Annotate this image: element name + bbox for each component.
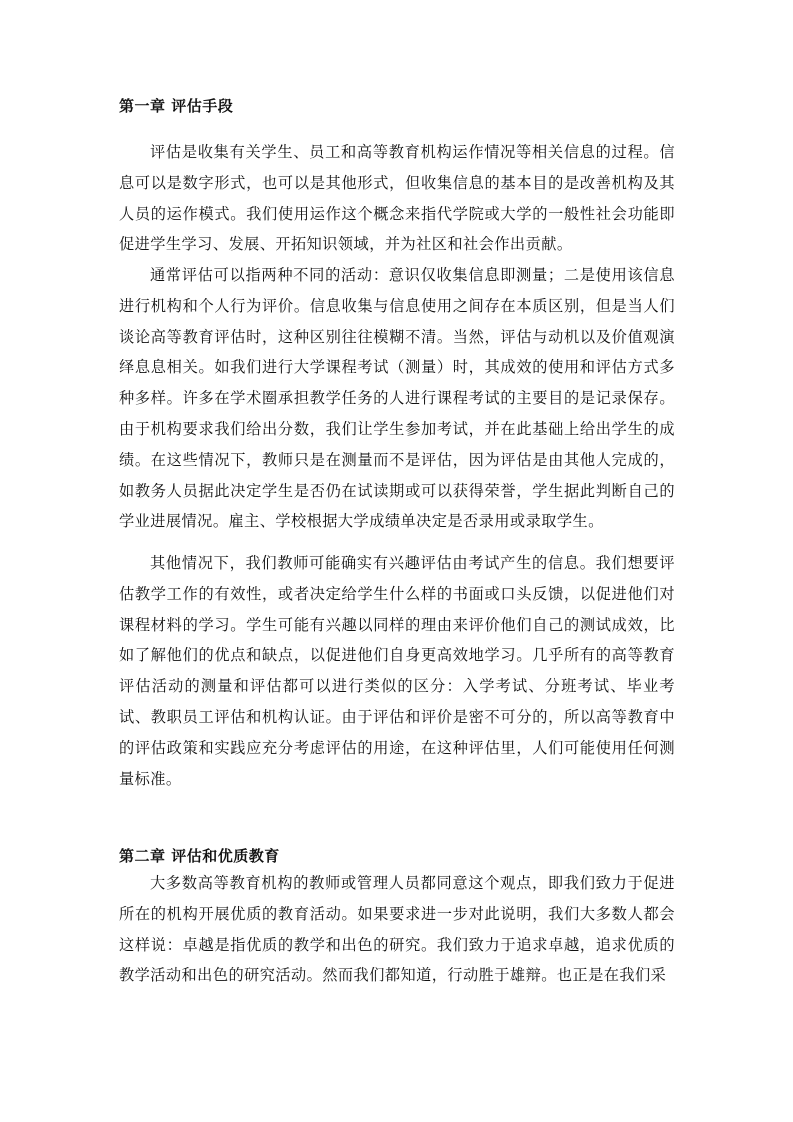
chapter-1-paragraph-1: 评估是收集有关学生、员工和高等教育机构运作情况等相关信息的过程。信息可以是数字形式，也可以是其他形式，但收集信息的基本目的是改善机构及其人员的运作模式。我们使用运作这个概念来指代学院或大学的一般性社会功能即促进学生学习、发展、开拓知识领域，并为社区和社会作出贡献。 [119, 143, 675, 254]
chapter-1-title: 第一章 评估手段 [119, 97, 234, 115]
chapter-1-paragraph-2: 通常评估可以指两种不同的活动：意识仅收集信息即测量；二是使用该信息进行机构和个人行为评价。信息收集与信息使用之间存在本质区别，但是当人们谈论高等教育评估时，这种区别往往模糊不清。当然，评估与动机以及价值观演绎息息相关。如我们进行大学课程考试（测量）时，其成效的使用和评估方式多种多样。许多在学术圈承担教学任务的人进行课程考试的主要目的是记录保存。由于机构要求我们给出分数，我们让学生参加考试，并在此基础上给出学生的成绩。在这些情况下，教师只是在测量而不是评估，因为评估是由其他人完成的，如教务人员据此决定学生是否仍在试读期或可以获得荣誉，学生据此判断自己的学业进展情况。雇主、学校根据大学成绩单决定是否录用或录取学生。 [119, 266, 675, 531]
chapter-2-paragraph-1: 大多数高等教育机构的教师或管理人员都同意这个观点，即我们致力于促进所在的机构开展优质的教育活动。如果要求进一步对此说明，我们大多数人都会这样说：卓越是指优质的教学和出色的研究。我们致力于追求卓越，追求优质的教学活动和出色的研究活动。然而我们都知道，行动胜于雄辩。也正是在我们采 [119, 874, 675, 985]
chapter-1-paragraph-3: 其他情况下，我们教师可能确实有兴趣评估由考试产生的信息。我们想要评估教学工作的有效性，或者决定给学生什么样的书面或口头反馈，以促进他们对课程材料的学习。学生可能有兴趣以同样的理由来评价他们自己的测试成效，比如了解他们的优点和缺点，以促进他们自身更高效地学习。几乎所有的高等教育评估活动的测量和评估都可以进行类似的区分：入学考试、分班考试、毕业考试、教职员工评估和机构认证。由于评估和评价是密不可分的，所以高等教育中的评估政策和实践应充分考虑评估的用途，在这种评估里，人们可能使用任何测量标准。 [119, 554, 675, 788]
chapter-2-title: 第二章 评估和优质教育 [119, 847, 280, 865]
